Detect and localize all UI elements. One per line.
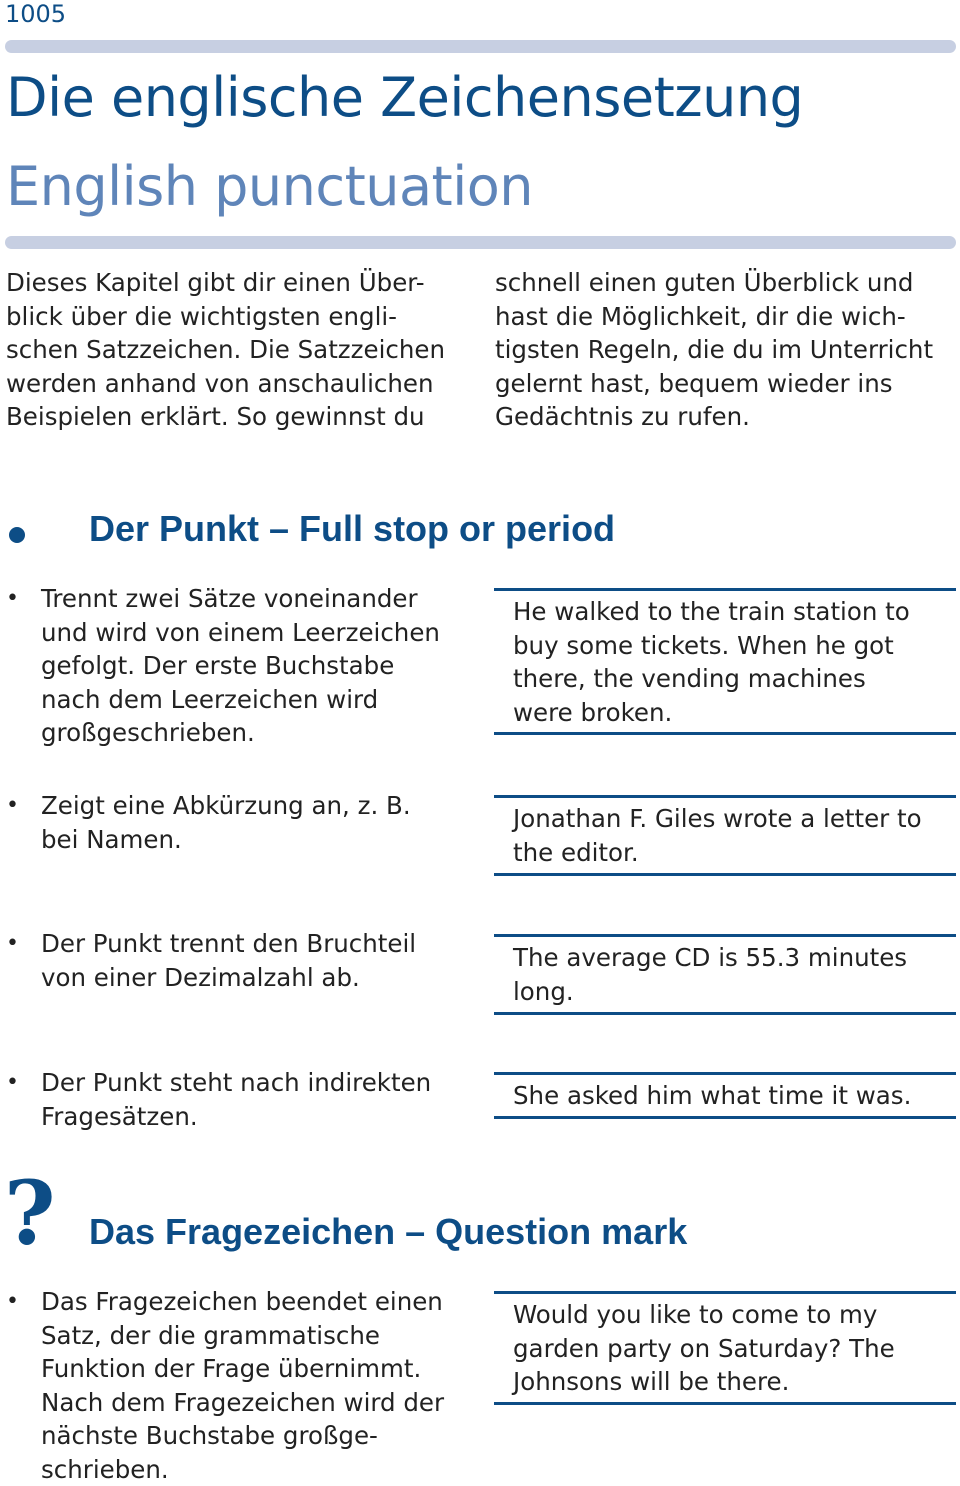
- rule-line: und wird von einem Leerzeichen: [41, 616, 481, 650]
- intro-line: werden anhand von anschaulichen: [6, 367, 466, 401]
- intro-line: gelernt hast, bequem wieder ins: [495, 367, 955, 401]
- bullet-icon: •: [6, 789, 19, 823]
- intro-line: hast die Möglichkeit, dir die wich-: [495, 300, 955, 334]
- top-divider-bar: [5, 40, 956, 53]
- rule-line: schrieben.: [41, 1453, 481, 1486]
- intro-line: schen Satzzeichen. Die Satzzeichen: [6, 333, 466, 367]
- intro-line: Beispielen erklärt. So gewinnst du: [6, 400, 466, 434]
- example-box: [494, 588, 956, 735]
- section-heading-question-mark: Das Fragezeichen – Question mark: [89, 1210, 687, 1254]
- rule-text: [41, 927, 481, 994]
- rule-line: Das Fragezeichen beendet einen: [41, 1285, 481, 1319]
- intro-line: schnell einen guten Überblick und: [495, 266, 955, 300]
- rule-line: nach dem Leerzeichen wird: [41, 683, 481, 717]
- rule-line: Trennt zwei Sätze voneinander: [41, 582, 481, 616]
- rule-line: von einer Dezimalzahl ab.: [41, 961, 481, 995]
- chapter-title-german: Die englische Zeichensetzung: [6, 66, 803, 130]
- example-line: there, the vending machines: [513, 662, 953, 696]
- intro-line: Gedächtnis zu rufen.: [495, 400, 955, 434]
- example-text: [513, 595, 953, 729]
- example-line: Jonathan F. Giles wrote a letter to: [513, 802, 953, 836]
- rule-line: bei Namen.: [41, 823, 481, 857]
- intro-paragraph-right: [495, 266, 955, 434]
- bullet-icon: •: [6, 582, 19, 616]
- bullet-icon: •: [6, 1066, 19, 1100]
- example-text: [513, 1079, 953, 1113]
- rule-line: nächste Buchstabe großge-: [41, 1419, 481, 1453]
- rule-text: [41, 789, 481, 856]
- intro-line: Dieses Kapitel gibt dir einen Über-: [6, 266, 466, 300]
- example-box: [494, 1072, 956, 1119]
- example-line: buy some tickets. When he got: [513, 629, 953, 663]
- example-box: [494, 1291, 956, 1405]
- example-line: Johnsons will be there.: [513, 1365, 953, 1399]
- example-text: [513, 802, 953, 869]
- example-line: were broken.: [513, 696, 953, 730]
- example-line: garden party on Saturday? The: [513, 1332, 953, 1366]
- example-line: She asked him what time it was.: [513, 1079, 953, 1113]
- chapter-title-english: English punctuation: [6, 155, 533, 219]
- rule-line: Der Punkt trennt den Bruchteil: [41, 927, 481, 961]
- rule-line: Funktion der Frage übernimmt.: [41, 1352, 481, 1386]
- rule-text: [41, 582, 481, 750]
- rule-text: [41, 1066, 481, 1133]
- section-heading-full-stop: Der Punkt – Full stop or period: [89, 507, 615, 551]
- rule-line: großgeschrieben.: [41, 716, 481, 750]
- question-mark-symbol-icon: ?: [4, 1168, 56, 1258]
- rule-line: Fragesätzen.: [41, 1100, 481, 1134]
- bullet-icon: •: [6, 927, 19, 961]
- rule-line: Satz, der die grammatische: [41, 1319, 481, 1353]
- rule-line: Zeigt eine Abkürzung an, z. B.: [41, 789, 481, 823]
- example-box: [494, 934, 956, 1015]
- example-line: the editor.: [513, 836, 953, 870]
- rule-line: Nach dem Fragezeichen wird der: [41, 1386, 481, 1420]
- example-box: [494, 795, 956, 876]
- bullet-icon: •: [6, 1285, 19, 1319]
- example-text: [513, 941, 953, 1008]
- full-stop-symbol-icon: [9, 527, 25, 543]
- rule-text: [41, 1285, 481, 1486]
- example-line: Would you like to come to my: [513, 1298, 953, 1332]
- example-line: long.: [513, 975, 953, 1009]
- rule-line: Der Punkt steht nach indirekten: [41, 1066, 481, 1100]
- intro-line: tigsten Regeln, die du im Unterricht: [495, 333, 955, 367]
- example-text: [513, 1298, 953, 1399]
- example-line: The average CD is 55.3 minutes: [513, 941, 953, 975]
- intro-paragraph-left: [6, 266, 466, 434]
- example-line: He walked to the train station to: [513, 595, 953, 629]
- rule-line: gefolgt. Der erste Buchstabe: [41, 649, 481, 683]
- page-number: 1005: [5, 0, 66, 28]
- title-divider-bar: [5, 236, 956, 249]
- intro-line: blick über die wichtigsten engli-: [6, 300, 466, 334]
